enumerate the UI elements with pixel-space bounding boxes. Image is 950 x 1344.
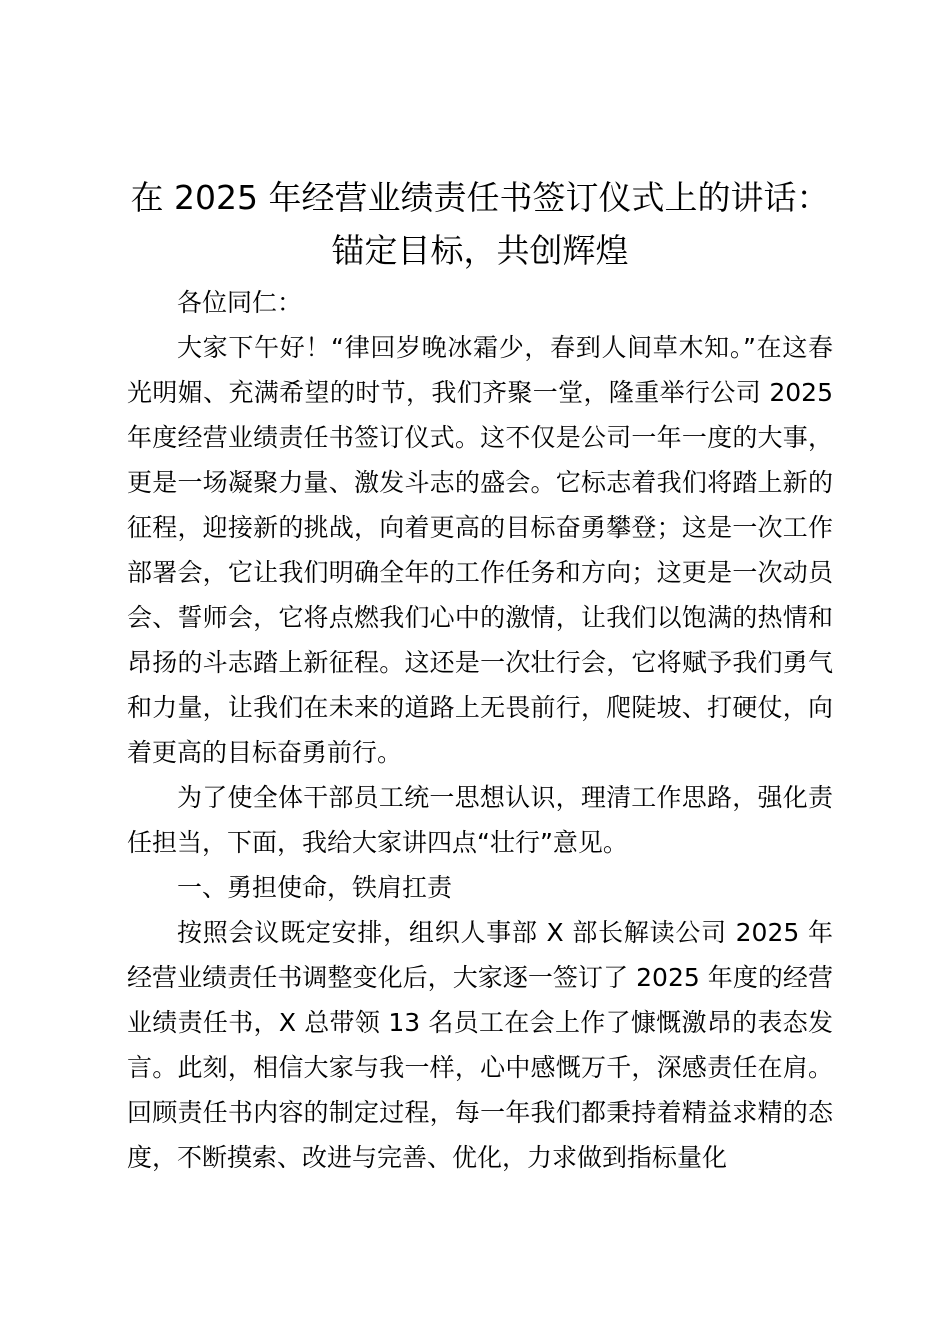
section-heading-1: 一、勇担使命，铁肩扛责 — [177, 873, 453, 902]
salutation: 各位同仁： — [177, 288, 303, 317]
paragraph-section-1: 按照会议既定安排，组织人事部 X 部长解读公司 2025 年经营业绩责任书调整变化后，大家逐一签订了 2025 年度的经营业绩责任书，X 总带领 13 名员工在会上作了慷慨激昂的表态发言。此刻，相信大家与我一样，心中感慨万千，深感责任在肩。回顾责任书内容的制定过程，每一年我们都秉持着精益求精的态度，不断摸索、改进与完善、优化，力求做到指标量化 — [127, 918, 833, 1172]
paragraph-opening: 大家下午好！“律回岁晚冰霜少，春到人间草木知。”在这春光明媚、充满希望的时节，我们齐聚一堂，隆重举行公司 2025 年度经营业绩责任书签订仪式。这不仅是公司一年一度的大事，更是一场凝聚力量、激发斗志的盛会。它标志着我们将踏上新的征程，迎接新的挑战，向着更高的目标奋勇攀登；这是一次工作部署会，它让我们明确全年的工作任务和方向；这更是一次动员会、誓师会，它将点燃我们心中的激情，让我们以饱满的热情和昂扬的斗志踏上新征程。这还是一次壮行会，它将赋予我们勇气和力量，让我们在未来的道路上无畏前行，爬陡坡、打硬仗，向着更高的目标奋勇前行。 — [127, 333, 833, 767]
document-title: 在 2025 年经营业绩责任书签订仪式上的讲话：锚定目标，共创辉煌 — [130, 178, 830, 270]
paragraph-intro: 为了使全体干部员工统一思想认识，理清工作思路，强化责任担当，下面，我给大家讲四点“壮行”意见。 — [127, 783, 833, 857]
document-body — [127, 280, 833, 1180]
